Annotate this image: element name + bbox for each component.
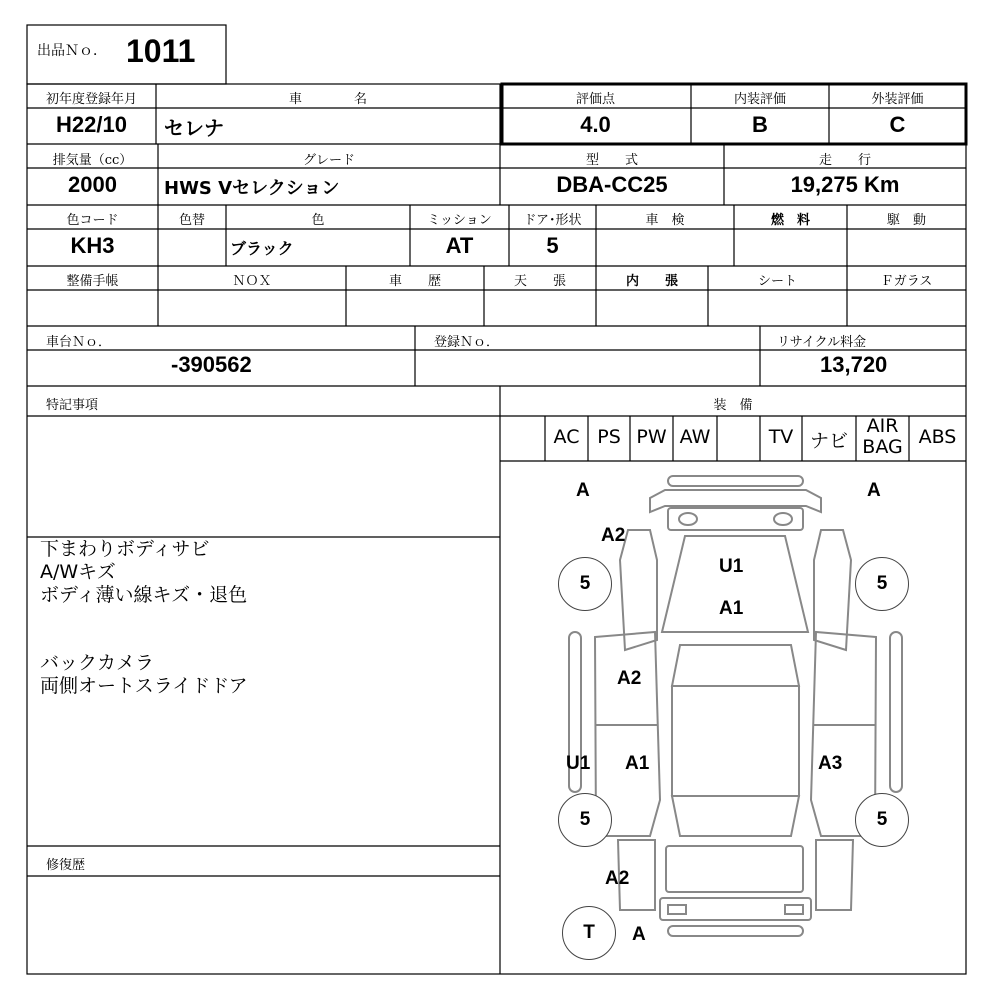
- damage-mark: A: [632, 924, 646, 945]
- doors-label: ドア･形状: [523, 213, 582, 228]
- seat-label: シート: [757, 274, 797, 289]
- damage-mark: A2: [601, 525, 626, 546]
- mileage-label: 走 行: [818, 153, 871, 168]
- score: 4.0: [580, 112, 611, 137]
- displacement: 2000: [68, 172, 117, 197]
- equipment-label: 装 備: [713, 398, 753, 413]
- color-code-label: 色コード: [66, 213, 119, 228]
- drive-label: 駆 動: [886, 213, 926, 228]
- equipment-navi: ナビ: [809, 430, 848, 452]
- equipment-tv: TV: [768, 426, 794, 448]
- nox-label: ＮＯＸ: [232, 274, 272, 289]
- transmission-label: ミッション: [427, 213, 492, 228]
- damage-mark: A3: [818, 753, 843, 774]
- model-code: DBA-CC25: [556, 172, 668, 197]
- lot-number-label: 出品Ｎｏ．: [37, 43, 107, 59]
- damage-mark: A2: [605, 868, 630, 889]
- inspection-label: 車 検: [645, 213, 685, 228]
- doors: 5: [546, 233, 559, 258]
- equipment-aw: AW: [679, 426, 711, 448]
- color-label: 色: [311, 213, 325, 228]
- windshield-label: Ｆガラス: [880, 274, 933, 289]
- remarks-label: 特記事項: [46, 398, 99, 413]
- remarks-line: 下まわりボディサビ: [40, 538, 210, 560]
- interior-trim-label: 内 張: [625, 274, 678, 289]
- car-name-label: 車 名: [288, 92, 367, 107]
- grade-label: グレード: [302, 153, 355, 168]
- maintenance-record-label: 整備手帳: [66, 274, 119, 289]
- vehicle-history-label: 車 歴: [388, 274, 441, 289]
- exterior-grade: C: [889, 112, 906, 137]
- remarks-line: バックカメラ: [40, 652, 155, 674]
- registration-number-label: 登録Ｎｏ．: [434, 335, 500, 350]
- displacement-label: 排気量（cc）: [52, 153, 133, 168]
- transmission: AT: [445, 233, 474, 258]
- tyre-front-left: 5: [558, 557, 612, 611]
- damage-mark: A: [867, 480, 881, 501]
- headliner-label: 天 張: [513, 274, 566, 289]
- damage-mark: A2: [617, 668, 642, 689]
- color-code: KH3: [70, 233, 115, 258]
- equipment-ac: AC: [553, 426, 580, 448]
- model-code-label: 型 式: [585, 153, 638, 168]
- equipment-pw: PW: [636, 426, 667, 448]
- spare-tyre: T: [562, 906, 616, 960]
- damage-mark: A: [576, 480, 590, 501]
- chassis-number: -390562: [171, 352, 252, 377]
- grade: HWS Vセレクション: [164, 178, 340, 199]
- mileage: 19,275 Km: [790, 172, 900, 197]
- damage-mark: A1: [719, 598, 744, 619]
- damage-mark: A1: [625, 753, 650, 774]
- interior-grade: B: [752, 112, 768, 137]
- first-registration-label: 初年度登録年月: [45, 92, 137, 107]
- exterior-grade-label: 外装評価: [871, 92, 924, 107]
- damage-mark: U1: [566, 753, 591, 774]
- equipment-air: AIR: [866, 415, 899, 437]
- repair-history-label: 修復歴: [46, 858, 86, 873]
- lot-number: 1011: [126, 33, 196, 69]
- remarks-line: ボディ薄い線キズ・退色: [40, 584, 248, 606]
- chassis-number-label: 車台Ｎｏ．: [46, 335, 112, 350]
- equipment-ps: PS: [597, 426, 621, 448]
- color: ブラック: [230, 239, 294, 258]
- repaint-label: 色替: [178, 213, 205, 228]
- recycle-fee-label: リサイクル料金: [777, 335, 867, 350]
- recycle-fee: 13,720: [820, 352, 888, 377]
- tyre-rear-right: 5: [855, 793, 909, 847]
- fuel-label: 燃 料: [770, 213, 810, 228]
- remarks-line: A/Wキズ: [40, 561, 116, 583]
- tyre-rear-left: 5: [558, 793, 612, 847]
- remarks-line: 両側オートスライドドア: [40, 675, 248, 697]
- car-name: セレナ: [164, 116, 224, 140]
- damage-mark: U1: [719, 556, 744, 577]
- first-registration: H22/10: [56, 112, 127, 137]
- equipment-abs: ABS: [918, 426, 957, 448]
- interior-grade-label: 内装評価: [733, 92, 786, 107]
- score-label: 評価点: [575, 92, 615, 107]
- equipment-bag: BAG: [862, 436, 903, 458]
- tyre-front-right: 5: [855, 557, 909, 611]
